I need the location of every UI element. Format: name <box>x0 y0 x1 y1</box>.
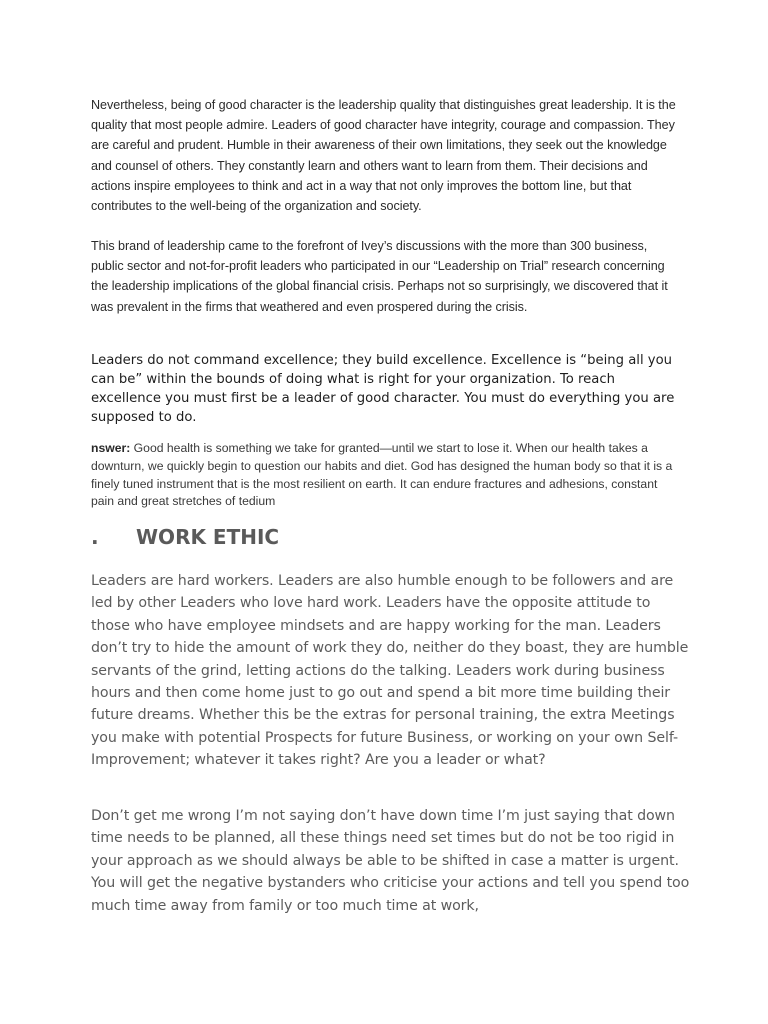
paragraph-hard-workers: Leaders are hard workers. Leaders are also humble enough to be followers and are led by other Leaders who love hard work. Leaders have the opposite attitude to those who have employee mindsets and are happy working for the man. Leaders don’t try to hide the amount of work they do, neither do they boast, they are humble servants of the grind, letting actions do the talking. Leaders work during business hours and then come home just to go out and spend a bit more time building their future dreams. Whether this be the extras for personal training, the extra Meetings you make with potential Prospects for future Business, or working on your own Self-Improvement; whatever it takes right? Are you a leader or what? <box>91 573 689 769</box>
paragraph-answer <box>91 440 681 511</box>
section-number: . <box>91 525 99 549</box>
paragraph-excellence: Leaders do not command excellence; they build excellence. Excellence is “being all you can be” within the bounds of doing what is right for your organization. To reach excellence you must first be a leader of good character. You must do everything you are supposed to do. <box>91 353 675 425</box>
paragraph-good-character: Nevertheless, being of good character is the leadership quality that distinguishes great leadership. It is the quality that most people admire. Leaders of good character have integrity, courage and compassion. They are careful and prudent. Humble in their awareness of their own limitations, they seek out the knowledge and counsel of others. They constantly learn and others want to learn from them. Their decisions and actions inspire employees to think and act in a way that not only improves the bottom line, but that contributes to the well-being of the organization and society. <box>91 98 676 214</box>
section-title: WORK ETHIC <box>136 525 280 549</box>
paragraph-ivey-research: This brand of leadership came to the forefront of Ivey’s discussions with the more than 300 business, public sector and not-for-profit leaders who participated in our “Leadership on Trial” research concerning the leadership implications of the global financial crisis. Perhaps not so surprisingly, we discovered that it was prevalent in the firms that weathered and even prospered during the crisis. <box>91 239 668 314</box>
answer-label: nswer: <box>91 441 131 455</box>
answer-text: Good health is something we take for granted—until we start to lose it. When our health takes a downturn, we quickly begin to question our habits and diet. God has designed the human body so that it is a finely tuned instrument that is the most resilient on earth. It can endure fractures and adhesions, constant pain and great stretches of tedium <box>91 441 673 509</box>
paragraph-down-time: Don’t get me wrong I’m not saying don’t have down time I’m just saying that down time needs to be planned, all these things need set times but do not be too rigid in your approach as we should always be able to be shifted in case a matter is urgent. You will get the negative bystanders who criticise your actions and tell you spend too much time away from family or too much time at work, <box>91 808 690 914</box>
section-heading <box>91 523 681 551</box>
